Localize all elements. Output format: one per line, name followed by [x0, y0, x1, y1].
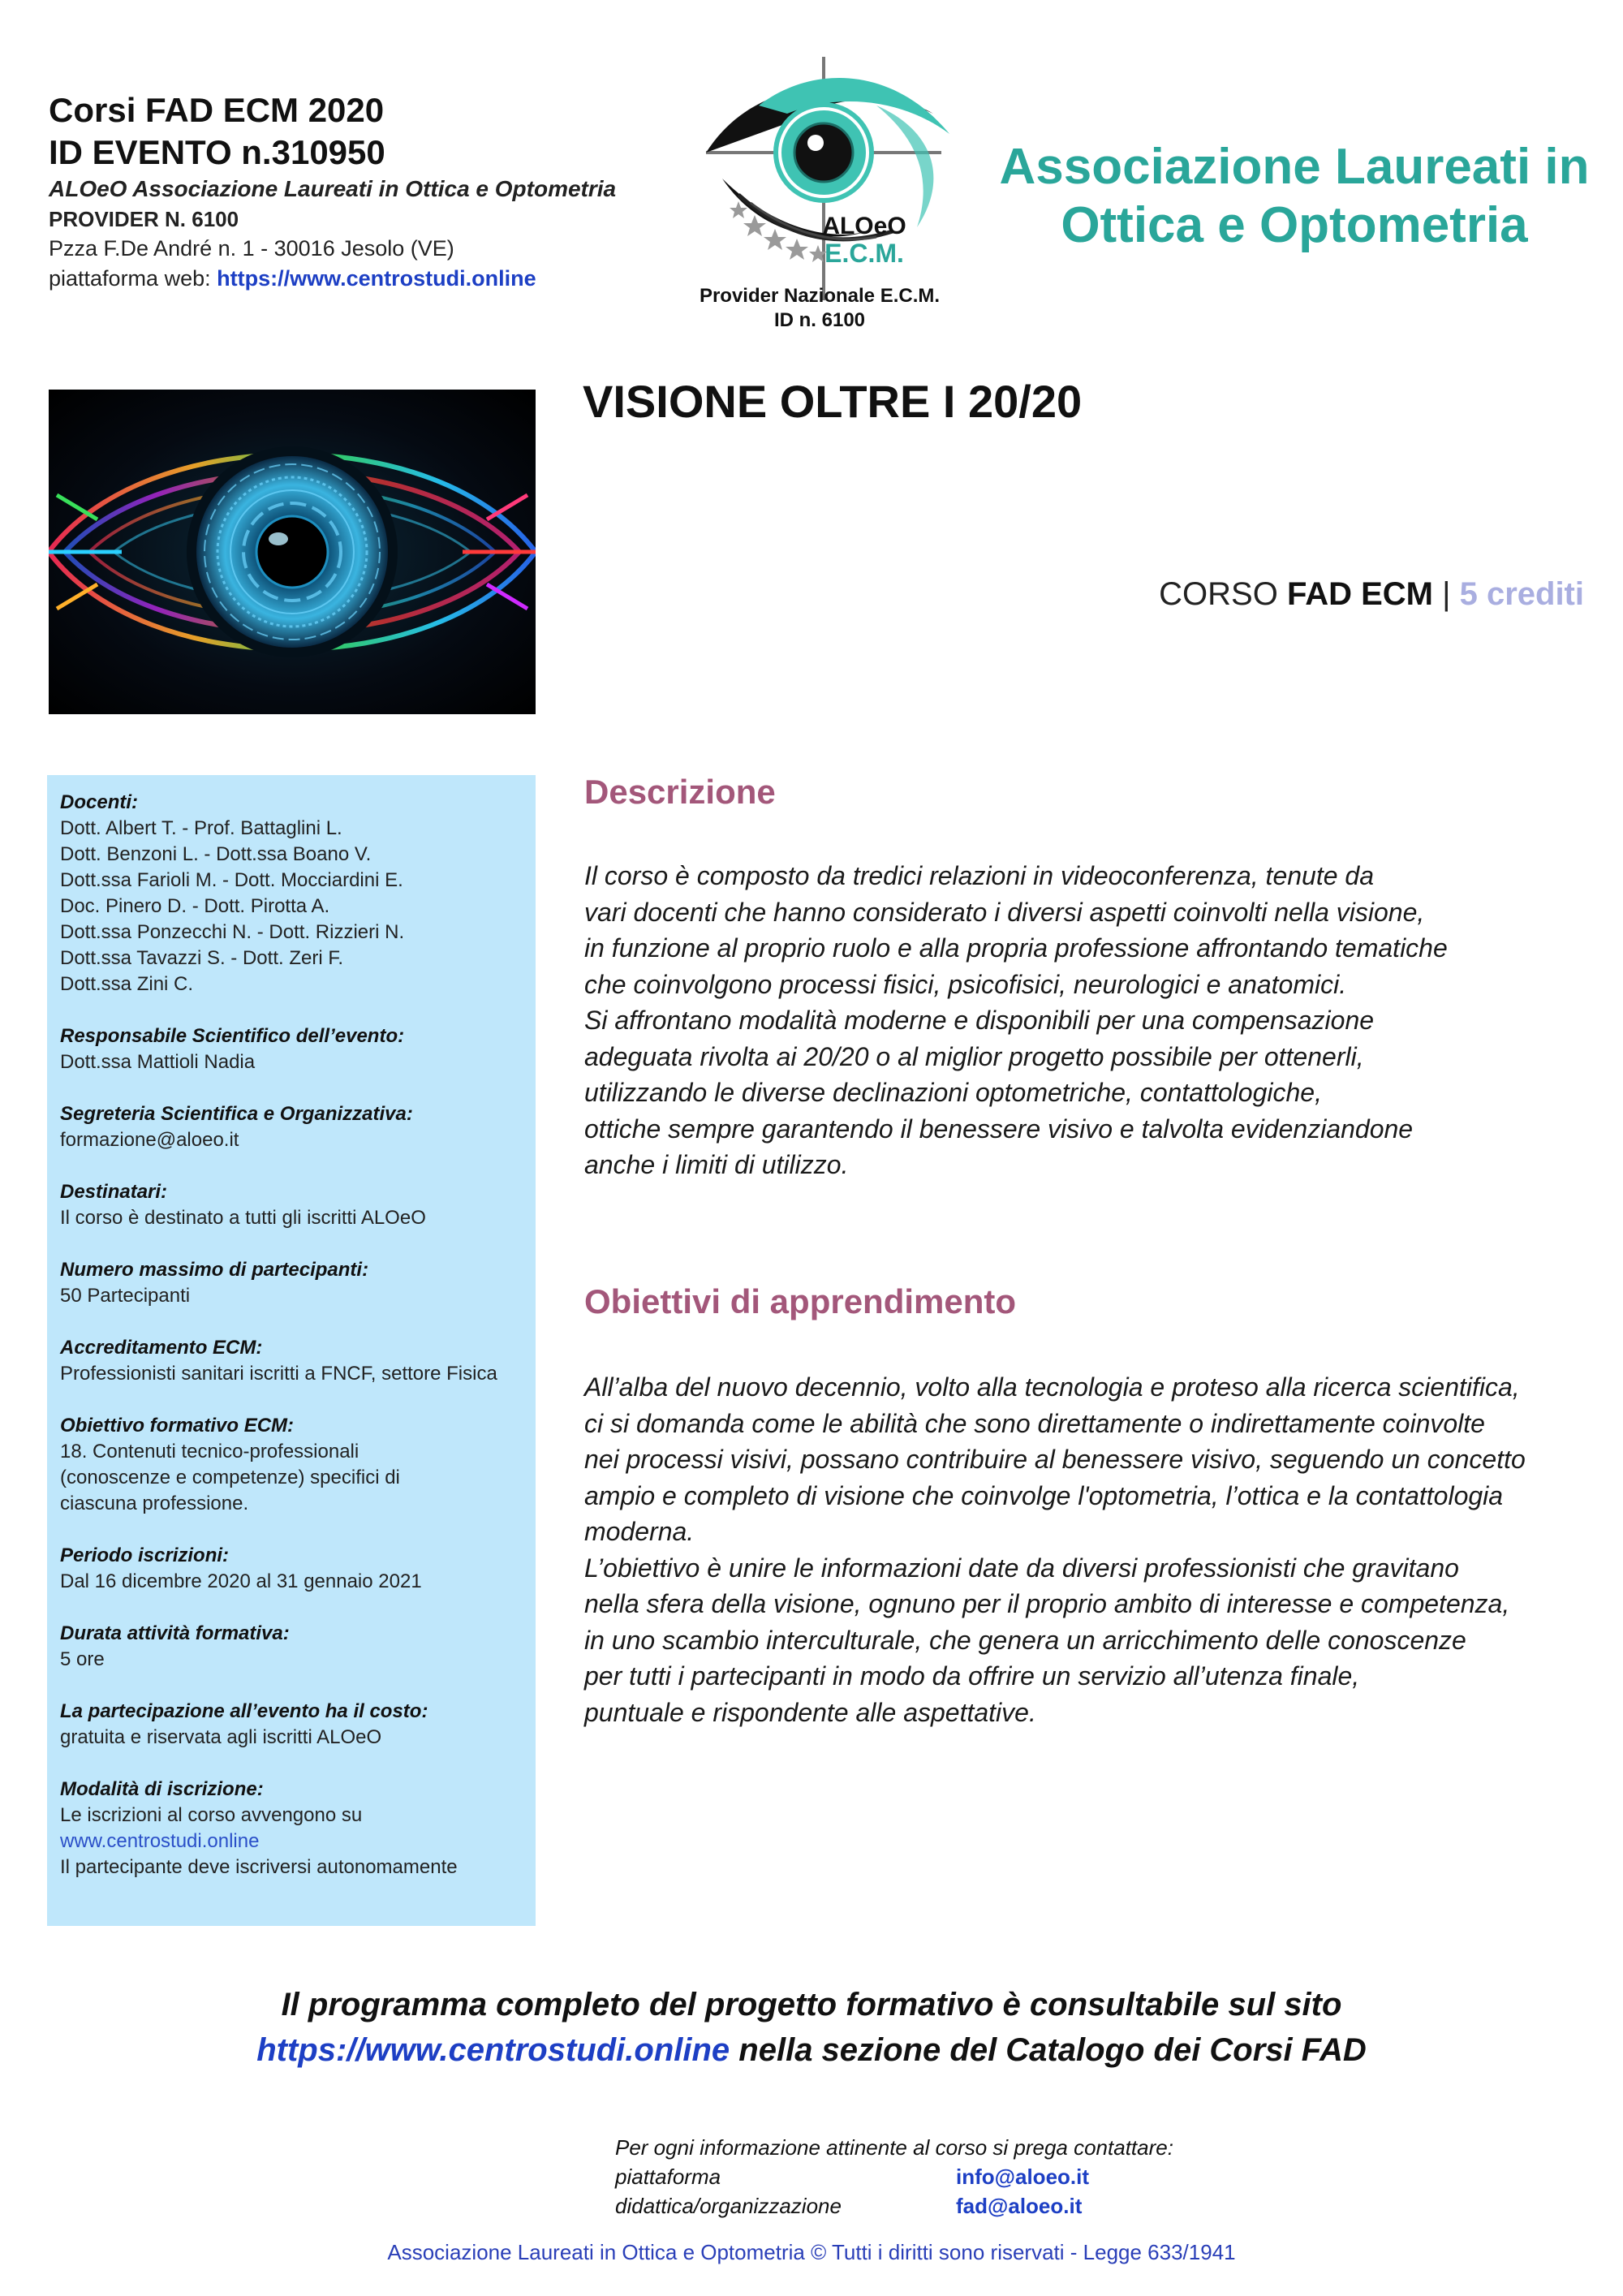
text-line: ampio e completo di visione che coinvolge l'optometria, l’ottica e la contattologia: [584, 1480, 1504, 1510]
info-group: [60, 1413, 523, 1517]
info-label: Modalità di iscrizione:: [60, 1778, 264, 1800]
web-label: piattaforma web:: [49, 266, 217, 291]
text-line: Si affrontano modalità moderne e disponibili per una compensazione: [584, 1006, 1375, 1035]
course-format: FAD ECM: [1286, 576, 1433, 612]
course-prefix: CORSO: [1159, 576, 1287, 612]
course-credits: 5 crediti: [1459, 576, 1584, 612]
description-title: Descrizione: [584, 773, 776, 811]
provider-caption: Provider Nazionale E.C.M.: [699, 285, 941, 307]
contact-info: [615, 2133, 1345, 2221]
text-line: in uno scambio interculturale, che genera un arricchimento delle conoscenze: [584, 1625, 1466, 1655]
text-line: moderna.: [584, 1517, 695, 1546]
info-label: Obiettivo formativo ECM:: [60, 1415, 295, 1437]
info-group: [60, 1621, 523, 1673]
logo-caption: [665, 284, 974, 333]
header-info: [49, 89, 698, 294]
banner-line2: [0, 2027, 1623, 2073]
text-line: All’alba del nuovo decennio, volto alla tecnologia e proteso alla ricerca scientifica,: [584, 1372, 1520, 1402]
info-value: 50 Partecipanti: [60, 1285, 191, 1307]
text-line: che coinvolgono processi fisici, psicofisici, neurologici e anatomici.: [584, 969, 1347, 999]
info-value: (conoscenze e competenze) specifici di: [60, 1467, 400, 1488]
info-label: Segreteria Scientifica e Organizzativa:: [60, 1103, 413, 1125]
info-label: La partecipazione all’evento ha il costo:: [60, 1700, 428, 1722]
course-separator: |: [1432, 576, 1460, 612]
eye-hero-image: [49, 390, 536, 714]
objectives-text: [584, 1369, 1591, 1730]
info-label: Destinatari:: [60, 1181, 168, 1203]
info-label: Accreditamento ECM:: [60, 1337, 263, 1359]
web-platform: [49, 264, 698, 294]
association-title-line2: Ottica e Optometria: [1061, 197, 1528, 253]
info-value: Dott.ssa Zini C.: [60, 973, 194, 995]
text-line: ottiche sempre garantendo il benessere visivo e talvolta evidenziandone: [584, 1114, 1414, 1144]
info-group: [60, 1335, 523, 1387]
info-label: Durata attività formativa:: [60, 1622, 290, 1644]
association-title-line1: Associazione Laureati in: [999, 139, 1590, 195]
info-group: [60, 1543, 523, 1595]
info-value: Il corso è destinato a tutti gli iscritti ALOeO: [60, 1207, 426, 1229]
logo-sub: E.C.M.: [824, 239, 904, 268]
info-value: 5 ore: [60, 1648, 105, 1670]
contact-row: [615, 2191, 1345, 2221]
info-label: Responsabile Scientifico dell’evento:: [60, 1025, 405, 1047]
contact-label: piattaforma: [615, 2165, 721, 2189]
address: Pzza F.De André n. 1 - 30016 Jesolo (VE): [49, 236, 454, 261]
organization-name: ALOeO Associazione Laureati in Ottica e Optometria: [49, 176, 617, 201]
text-line: adeguata rivolta ai 20/20 o al miglior progetto possibile per ottenerli,: [584, 1041, 1364, 1071]
event-id: ID EVENTO n.310950: [49, 133, 385, 171]
info-group: [60, 790, 523, 997]
info-value: formazione@aloeo.it: [60, 1129, 239, 1151]
info-value: Dott.ssa Ponzecchi N. - Dott. Rizzieri N.: [60, 921, 405, 943]
provider-id-caption: ID n. 6100: [773, 309, 866, 331]
contact-row: [615, 2162, 1345, 2191]
info-group: [60, 1777, 523, 1880]
description-text: [584, 858, 1591, 1183]
info-value: Professionisti sanitari iscritti a FNCF, settore Fisica: [60, 1363, 497, 1385]
course-type: [1159, 576, 1584, 613]
contact-label: didattica/organizzazione: [615, 2194, 842, 2218]
info-value: Dott. Benzoni L. - Dott.ssa Boano V.: [60, 843, 372, 865]
banner-line2-text: nella sezione del Catalogo dei Corsi FAD: [730, 2032, 1367, 2068]
info-value: Doc. Pinero D. - Dott. Pirotta A.: [60, 895, 330, 917]
copyright-footer: Associazione Laureati in Ottica e Optometria © Tutti i diritti sono riservati - Legge 633/1941: [387, 2240, 1236, 2264]
text-line: per tutti i partecipanti in modo da offrire un servizio all’utenza finale,: [584, 1661, 1360, 1691]
program-banner: [0, 1982, 1623, 2073]
contact-email-link[interactable]: fad@aloeo.it: [956, 2194, 1083, 2218]
eye-tech-icon: [49, 390, 536, 714]
info-panel: [47, 775, 536, 1926]
info-group: [60, 1257, 523, 1309]
info-value: Dott.ssa Farioli M. - Dott. Mocciardini E.: [60, 869, 403, 891]
info-group: [60, 1101, 523, 1153]
association-title: [982, 138, 1607, 255]
info-link[interactable]: www.centrostudi.online: [60, 1830, 260, 1852]
objectives-title: Obiettivi di apprendimento: [584, 1282, 1017, 1320]
info-value: Dott. Albert T. - Prof. Battaglini L.: [60, 817, 342, 839]
text-line: puntuale e rispondente alle aspettative.: [584, 1697, 1036, 1727]
info-value: Dal 16 dicembre 2020 al 31 gennaio 2021: [60, 1570, 422, 1592]
banner-line1: Il programma completo del progetto formativo è consultabile sul sito: [281, 1987, 1342, 2022]
info-group: [60, 1023, 523, 1075]
info-label: Periodo iscrizioni:: [60, 1544, 230, 1566]
text-line: ci si domanda come le abilità che sono direttamente o indirettamente coinvolte: [584, 1408, 1485, 1438]
info-value: Il partecipante deve iscriversi autonomamente: [60, 1856, 458, 1878]
info-value: Dott.ssa Mattioli Nadia: [60, 1051, 256, 1073]
info-group: [60, 1179, 523, 1231]
course-year: Corsi FAD ECM 2020: [49, 91, 385, 129]
text-line: nei processi visivi, possano contribuire al benessere visivo, seguendo un concetto: [584, 1445, 1526, 1474]
text-line: Il corso è composto da tredici relazioni in videoconferenza, tenute da: [584, 861, 1374, 890]
info-value: Dott.ssa Tavazzi S. - Dott. Zeri F.: [60, 947, 343, 969]
text-line: L’obiettivo è unire le informazioni date da diversi professionisti che gravitano: [584, 1553, 1459, 1583]
info-value: Le iscrizioni al corso avvengono su: [60, 1804, 363, 1826]
contact-email-link[interactable]: info@aloeo.it: [956, 2165, 1090, 2189]
text-line: anche i limiti di utilizzo.: [584, 1150, 849, 1179]
info-label: Docenti:: [60, 791, 138, 813]
provider-number: PROVIDER N. 6100: [49, 207, 239, 231]
contact-intro: Per ogni informazione attinente al corso si prega contattare:: [615, 2135, 1173, 2160]
banner-url-link[interactable]: https://www.centrostudi.online: [256, 2032, 730, 2068]
text-line: nella sfera della visione, ognuno per il proprio ambito di interesse e competenza,: [584, 1589, 1510, 1618]
logo-name: ALOeO: [822, 213, 906, 239]
info-value: ciascuna professione.: [60, 1493, 249, 1514]
web-link[interactable]: https://www.centrostudi.online: [217, 266, 536, 291]
info-label: Numero massimo di partecipanti:: [60, 1259, 369, 1281]
text-line: vari docenti che hanno considerato i diversi aspetti coinvolti nella visione,: [584, 897, 1425, 927]
course-title: VISIONE OLTRE I 20/20: [583, 376, 1083, 427]
info-value: 18. Contenuti tecnico-professionali: [60, 1441, 359, 1462]
info-group: [60, 1699, 523, 1751]
text-line: utilizzando le diverse declinazioni optometriche, contattologiche,: [584, 1078, 1322, 1107]
info-value: gratuita e riservata agli iscritti ALOeO: [60, 1726, 382, 1748]
text-line: in funzione al proprio ruolo e alla propria professione affrontando tematiche: [584, 933, 1448, 963]
